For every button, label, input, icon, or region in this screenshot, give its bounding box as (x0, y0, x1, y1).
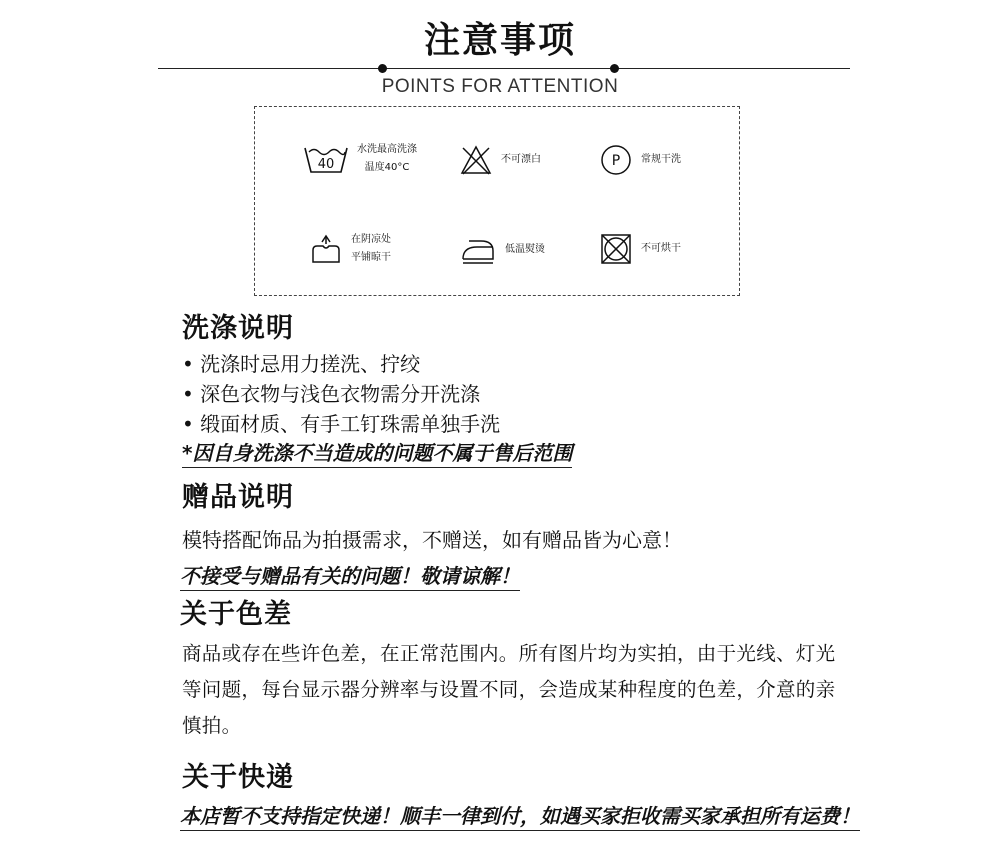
care-label-line: 平铺晾干 (351, 252, 391, 263)
care-label-line: 水洗最高洗涤 (357, 144, 417, 155)
care-item-dry-clean (599, 144, 681, 176)
care-item-no-bleach (459, 144, 541, 176)
washing-item: • 深色衣物与浅色衣物需分开洗涤 (182, 382, 481, 406)
care-label-wash (357, 141, 417, 177)
wash-temp-text: 40 (317, 157, 335, 172)
express-note: 本店暂不支持指定快递！顺丰一律到付，如遇买家拒收需买家承担所有运费！ (180, 800, 860, 831)
divider-dot-left (378, 64, 387, 73)
iron-low-icon (459, 235, 497, 265)
page-title: 注意事项 (423, 20, 576, 61)
color-line: 商品或存在些许色差，在正常范围内。所有图片均为实拍，由于光线、灯光 (182, 642, 836, 665)
care-label-no-bleach: 不可漂白 (501, 154, 541, 165)
no-tumble-dry-icon (599, 233, 633, 265)
no-bleach-icon (459, 144, 493, 176)
care-item-no-tumble (599, 233, 681, 265)
washing-item: • 缎面材质、有手工钉珠需单独手洗 (182, 412, 501, 436)
care-item-dry-shade (309, 231, 391, 267)
divider-right (614, 68, 850, 69)
washing-item: • 洗涤时忌用力搓洗、拧绞 (182, 352, 421, 376)
dry-in-shade-icon (309, 232, 343, 266)
care-item-wash (303, 141, 417, 177)
dry-clean-p-icon (599, 144, 633, 176)
gifts-note: 不接受与赠品有关的问题！敬请谅解！ (180, 560, 520, 591)
gifts-heading: 赠品说明 (182, 482, 294, 513)
care-label-dry-clean: 常规干洗 (641, 154, 681, 165)
care-label-no-tumble: 不可烘干 (641, 243, 681, 254)
washing-heading: 洗涤说明 (182, 313, 294, 344)
color-heading: 关于色差 (180, 599, 292, 630)
page-subtitle: POINTS FOR ATTENTION (381, 76, 619, 97)
care-label-iron: 低温熨烫 (505, 244, 545, 255)
care-label-line: 温度40°C (364, 162, 410, 173)
wash-40-icon (303, 142, 349, 176)
divider-left (158, 68, 382, 69)
express-heading: 关于快递 (182, 762, 294, 793)
care-label-dry-shade (351, 231, 391, 267)
color-line: 等问题，每台显示器分辨率与设置不同，会造成某种程度的色差，介意的亲 (182, 678, 836, 701)
divider-middle (382, 68, 614, 69)
gifts-text: 模特搭配饰品为拍摄需求，不赠送，如有赠品皆为心意！ (182, 528, 682, 552)
dry-clean-letter: P (611, 153, 621, 169)
care-item-iron (459, 235, 545, 265)
divider-dot-right (610, 64, 619, 73)
washing-note: *因自身洗涤不当造成的问题不属于售后范围 (182, 437, 572, 468)
care-symbols-panel (254, 106, 740, 296)
care-label-line: 在阴凉处 (351, 234, 391, 245)
color-line: 慎拍。 (182, 714, 242, 737)
